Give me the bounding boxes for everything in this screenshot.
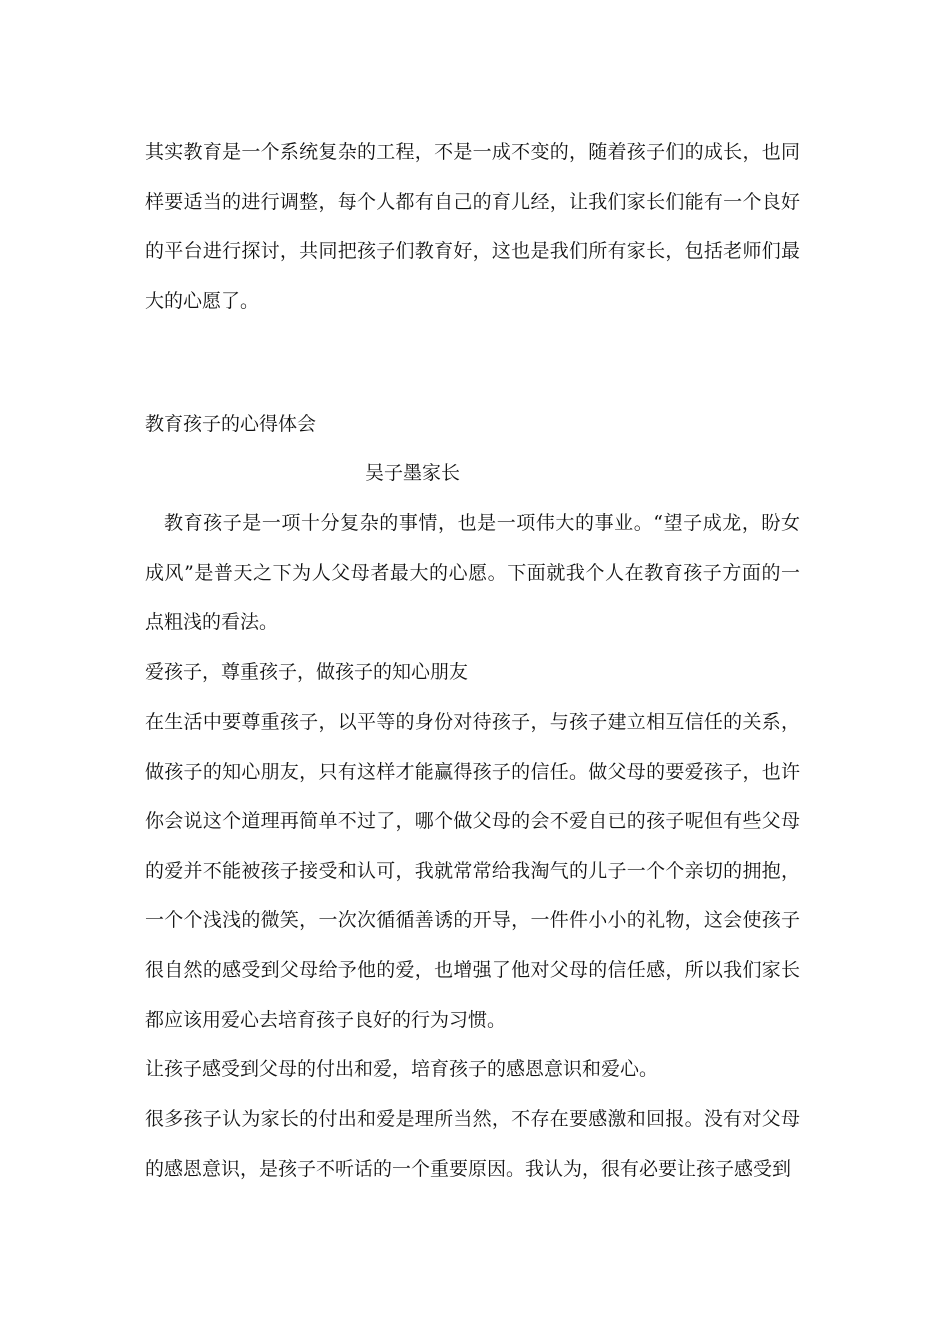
intro-paragraph: 其实教育是一个系统复杂的工程，不是一成不变的，随着孩子们的成长，也同样要适当的进行调整，每个人都有自己的育儿经，让我们家长们能有一个良好的平台进行探讨，共同把孩子们教育好，这也是我们所有家长，包括老师们最大的心愿了。: [145, 141, 800, 312]
opening-paragraph: 教育孩子是一项十分复杂的事情，也是一项伟大的事业。“望子成龙，盼女成风”是普天之下为人父母者最大的心愿。下面就我个人在教育孩子方面的一点粗浅的看法。: [145, 512, 800, 634]
article-title: 教育孩子的心得体会: [145, 413, 317, 435]
section-heading-gratitude: 让孩子感受到父母的付出和爱，培育孩子的感恩意识和爱心。: [145, 1058, 659, 1080]
body-paragraph-love-respect: 在生活中要尊重孩子，以平等的身份对待孩子，与孩子建立相互信任的关系，做孩子的知心朋友，只有这样才能赢得孩子的信任。做父母的要爱孩子，也许你会说这个道理再简单不过了，哪个做父母的会不爱自已的孩子呢但有些父母的爱并不能被孩子接受和认可，我就常常给我淘气的儿子一个个亲切的拥抱，一个个浅浅的微笑，一次次循循善诱的开导，一件件小小的礼物，这会使孩子很自然的感受到父母给予他的爱，也增强了他对父母的信任感，所以我们家长都应该用爱心去培育孩子良好的行为习惯。: [145, 711, 800, 1031]
body-paragraph-gratitude: 很多孩子认为家长的付出和爱是理所当然，不存在要感激和回报。没有对父母的感恩意识，是孩子不听话的一个重要原因。我认为，很有必要让孩子感受到: [145, 1108, 800, 1180]
section-heading-love-respect: 爱孩子，尊重孩子，做孩子的知心朋友: [145, 661, 469, 683]
author-line: 吴子墨家长: [365, 462, 461, 484]
